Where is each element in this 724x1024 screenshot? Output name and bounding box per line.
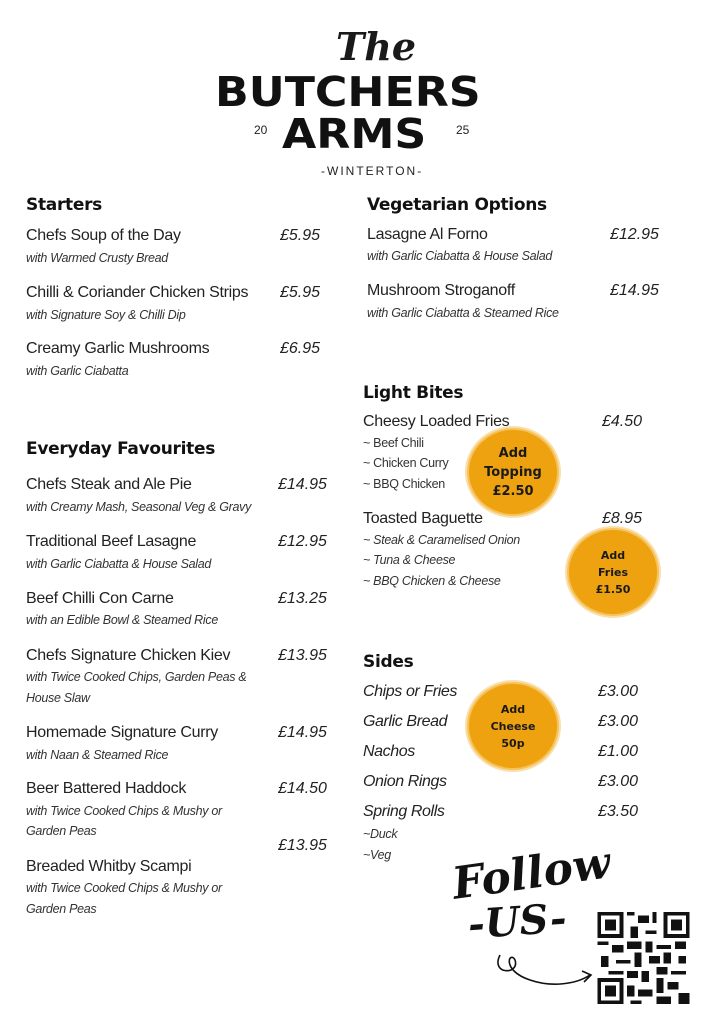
item-price: £12.95 xyxy=(610,226,659,243)
item-price: £13.95 xyxy=(278,837,327,854)
section-heading: Vegetarian Options xyxy=(367,195,547,215)
item-name: Traditional Beef Lasagne xyxy=(26,533,197,550)
item-option: ~ Tuna & Cheese xyxy=(363,553,456,567)
add-fries-badge xyxy=(569,530,657,614)
badge-text: Add xyxy=(498,445,528,461)
qr-code[interactable] xyxy=(597,912,690,1004)
badge-text: Topping xyxy=(484,464,542,480)
item-name: Beef Chilli Con Carne xyxy=(26,590,174,607)
item-desc: House Slaw xyxy=(26,691,90,705)
item-name: Lasagne Al Forno xyxy=(367,226,488,243)
item-price: £13.95 xyxy=(278,647,327,664)
logo-arms: ARMS xyxy=(282,110,427,158)
item-name: Chefs Steak and Ale Pie xyxy=(26,476,192,493)
section-heading: Sides xyxy=(363,652,414,672)
item-option: ~ BBQ Chicken xyxy=(363,477,445,491)
item-desc: with Twice Cooked Chips & Mushy or xyxy=(26,804,222,818)
item-name: Chips or Fries xyxy=(363,683,457,700)
item-name: Cheesy Loaded Fries xyxy=(363,413,510,430)
arrow-icon xyxy=(490,945,600,995)
item-desc: with Garlic Ciabatta xyxy=(26,364,129,378)
item-option: ~ BBQ Chicken & Cheese xyxy=(363,574,501,588)
item-name: Breaded Whitby Scampi xyxy=(26,858,192,875)
item-price: £14.95 xyxy=(278,724,327,741)
item-price: £13.25 xyxy=(278,590,327,607)
item-price: £12.95 xyxy=(278,533,327,550)
item-option: ~ Chicken Curry xyxy=(363,456,449,470)
item-desc: with Garlic Ciabatta & House Salad xyxy=(367,249,553,263)
item-price: £14.95 xyxy=(610,282,659,299)
item-name: Chefs Soup of the Day xyxy=(26,227,181,244)
item-name: Garlic Bread xyxy=(363,713,448,730)
item-price: £4.50 xyxy=(602,413,643,430)
item-desc: with Warmed Crusty Bread xyxy=(26,251,168,265)
item-desc: Garden Peas xyxy=(26,824,97,838)
item-desc: Garden Peas xyxy=(26,902,97,916)
item-name: Beer Battered Haddock xyxy=(26,780,187,797)
add-cheese-badge xyxy=(469,684,557,768)
item-name: Onion Rings xyxy=(363,773,447,790)
logo-year-left: 20 xyxy=(254,123,268,137)
item-desc: with an Edible Bowl & Steamed Rice xyxy=(26,613,218,627)
badge-text: £2.50 xyxy=(492,483,534,499)
item-desc: with Garlic Ciabatta & House Salad xyxy=(26,557,212,571)
item-desc: with Signature Soy & Chilli Dip xyxy=(26,308,186,322)
follow-text: Follow xyxy=(449,837,614,910)
logo-butchers: BUTCHERS xyxy=(215,68,481,116)
item-price: £3.00 xyxy=(598,683,639,700)
section-heading: Starters xyxy=(26,195,102,215)
item-price: £8.95 xyxy=(602,510,643,527)
item-name: Mushroom Stroganoff xyxy=(367,282,515,299)
add-topping-badge xyxy=(469,430,557,514)
item-price: £3.00 xyxy=(598,773,639,790)
item-name: Nachos xyxy=(363,743,415,760)
item-price: £5.95 xyxy=(280,227,321,244)
item-name: Homemade Signature Curry xyxy=(26,724,218,741)
item-option: ~ Steak & Caramelised Onion xyxy=(363,533,520,547)
badge-text: Add xyxy=(600,548,626,562)
logo-location: -WINTERTON- xyxy=(321,164,424,178)
badge-text: Cheese xyxy=(490,719,536,733)
item-name: Chilli & Coriander Chicken Strips xyxy=(26,284,249,301)
item-price: £14.95 xyxy=(278,476,327,493)
item-desc: with Twice Cooked Chips & Mushy or xyxy=(26,881,222,895)
item-price: £14.50 xyxy=(278,780,327,797)
item-price: £6.95 xyxy=(280,340,321,357)
badge-text: Add xyxy=(500,702,526,716)
item-desc: with Naan & Steamed Rice xyxy=(26,748,169,762)
section-heading: Everyday Favourites xyxy=(26,439,216,459)
item-option: ~Duck xyxy=(363,827,398,841)
item-name: Toasted Baguette xyxy=(363,510,483,527)
item-desc: with Garlic Ciabatta & Steamed Rice xyxy=(367,306,559,320)
badge-text: 50p xyxy=(501,736,525,750)
item-name: Creamy Garlic Mushrooms xyxy=(26,340,210,357)
badge-text: Fries xyxy=(597,565,628,579)
item-price: £3.00 xyxy=(598,713,639,730)
badge-text: £1.50 xyxy=(595,582,631,596)
item-price: £1.00 xyxy=(598,743,639,760)
section-heading: Light Bites xyxy=(363,383,464,403)
item-desc: with Creamy Mash, Seasonal Veg & Gravy xyxy=(26,500,252,514)
logo-year-right: 25 xyxy=(456,123,470,137)
follow-us-text: -US- xyxy=(466,894,568,949)
item-option: ~Veg xyxy=(363,848,391,862)
item-price: £3.50 xyxy=(598,803,639,820)
item-price: £5.95 xyxy=(280,284,321,301)
logo-the: The xyxy=(336,24,417,69)
item-desc: with Twice Cooked Chips, Garden Peas & xyxy=(26,670,247,684)
item-name: Spring Rolls xyxy=(363,803,445,820)
item-option: ~ Beef Chili xyxy=(363,436,424,450)
item-name: Chefs Signature Chicken Kiev xyxy=(26,647,231,664)
